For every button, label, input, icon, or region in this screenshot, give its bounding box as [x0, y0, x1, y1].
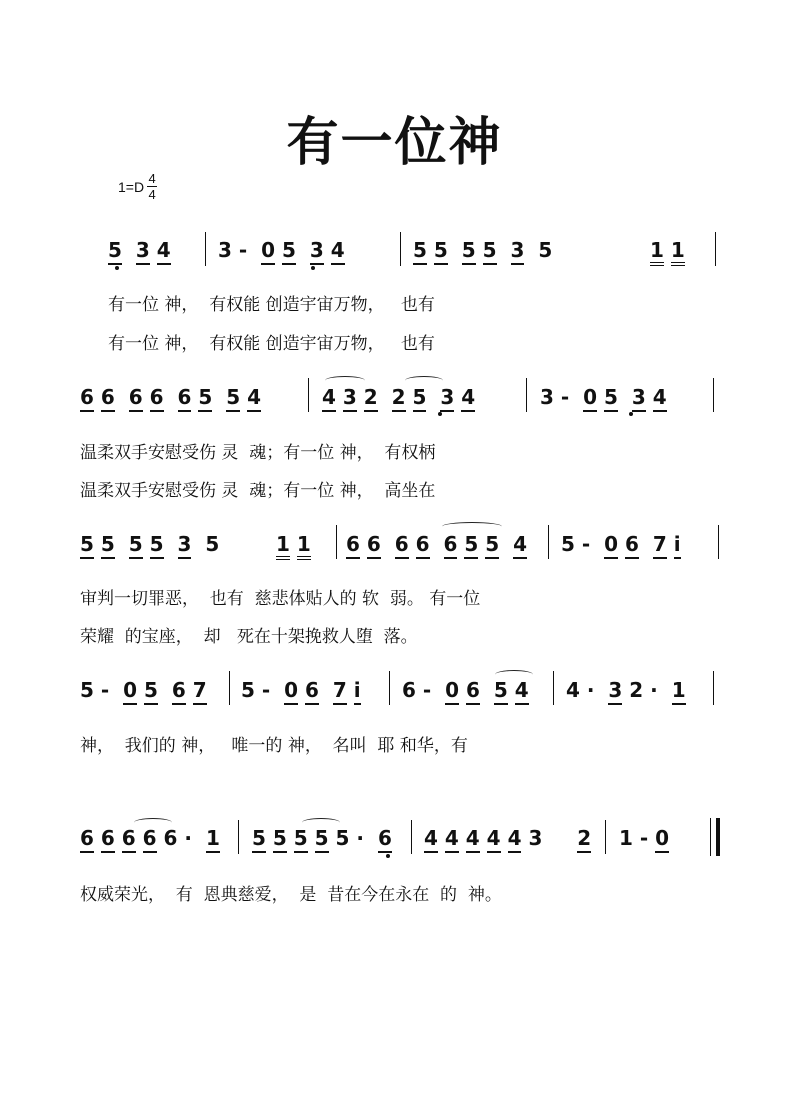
key-label: 1=D — [118, 178, 145, 195]
measure-1-4: 1 1 — [650, 238, 685, 262]
measure-4-1: 5 - 0 5 6 7 — [80, 678, 207, 702]
measure-3-2: 1 1 — [276, 532, 311, 556]
measure-2-2: 4 3 2 2 5 3 4 — [322, 385, 475, 409]
lyric-line-4: 神， 我们的 神， 唯一的 神， 名叫 耶 和华，有 — [80, 736, 468, 756]
lyric-line-3a: 审判一切罪恶， 也有 慈悲体贴人的 软 弱。 有一位 — [80, 589, 481, 609]
measure-5-1: 6 6 6 6 6 · 1 — [80, 826, 220, 850]
measure-5-2: 5 5 5 5 5 · 6 — [252, 826, 392, 850]
measure-2-3: 3 - 0 5 3 4 — [540, 385, 667, 409]
measure-5-3: 4 4 4 4 4 3 2 — [424, 826, 591, 850]
measure-5-4: 1 - 0 — [619, 826, 669, 850]
time-signature: $\frac{4}{4}$ — [148, 171, 156, 202]
measure-1-3: 5 5 5 5 3 5 — [413, 238, 552, 262]
lyric-line-5: 权威荣光， 有 恩典慈爱， 是 昔在今在永在 的 神。 — [80, 885, 502, 905]
measure-3-3: 6 6 6 6 6 5 5 4 — [346, 532, 527, 556]
measure-4-3: 6 - 0 6 5 4 — [402, 678, 529, 702]
measure-4-2: 5 - 0 6 7 i — [241, 678, 361, 702]
measure-1-2: 3 - 0 5 3 4 — [218, 238, 345, 262]
key-signature — [118, 172, 157, 201]
measure-2-1: 6 6 6 6 6 5 5 4 — [80, 385, 261, 409]
song-title: 有一位神 — [286, 113, 503, 173]
measure-1-1: 5 3 4 — [108, 238, 171, 262]
lyric-line-2a: 温柔双手安慰受伤 灵 魂；有一位 神， 有权柄 — [80, 443, 436, 463]
lyric-line-2b: 温柔双手安慰受伤 灵 魂；有一位 神， 高坐在 — [80, 481, 436, 501]
measure-3-1: 5 5 5 5 3 5 — [80, 532, 219, 556]
lyric-line-3b: 荣耀 的宝座， 却 死在十架挽救人堕 落。 — [80, 627, 418, 647]
measure-3-4: 5 - 0 6 7 i — [561, 532, 681, 556]
lyric-line-1a: 有一位 神， 有权能 创造宇宙万物， 也有 — [108, 295, 435, 315]
lyric-line-1b: 有一位 神， 有权能 创造宇宙万物， 也有 — [108, 334, 435, 354]
measure-4-4: 4 · 3 2 · 1 — [566, 678, 686, 702]
